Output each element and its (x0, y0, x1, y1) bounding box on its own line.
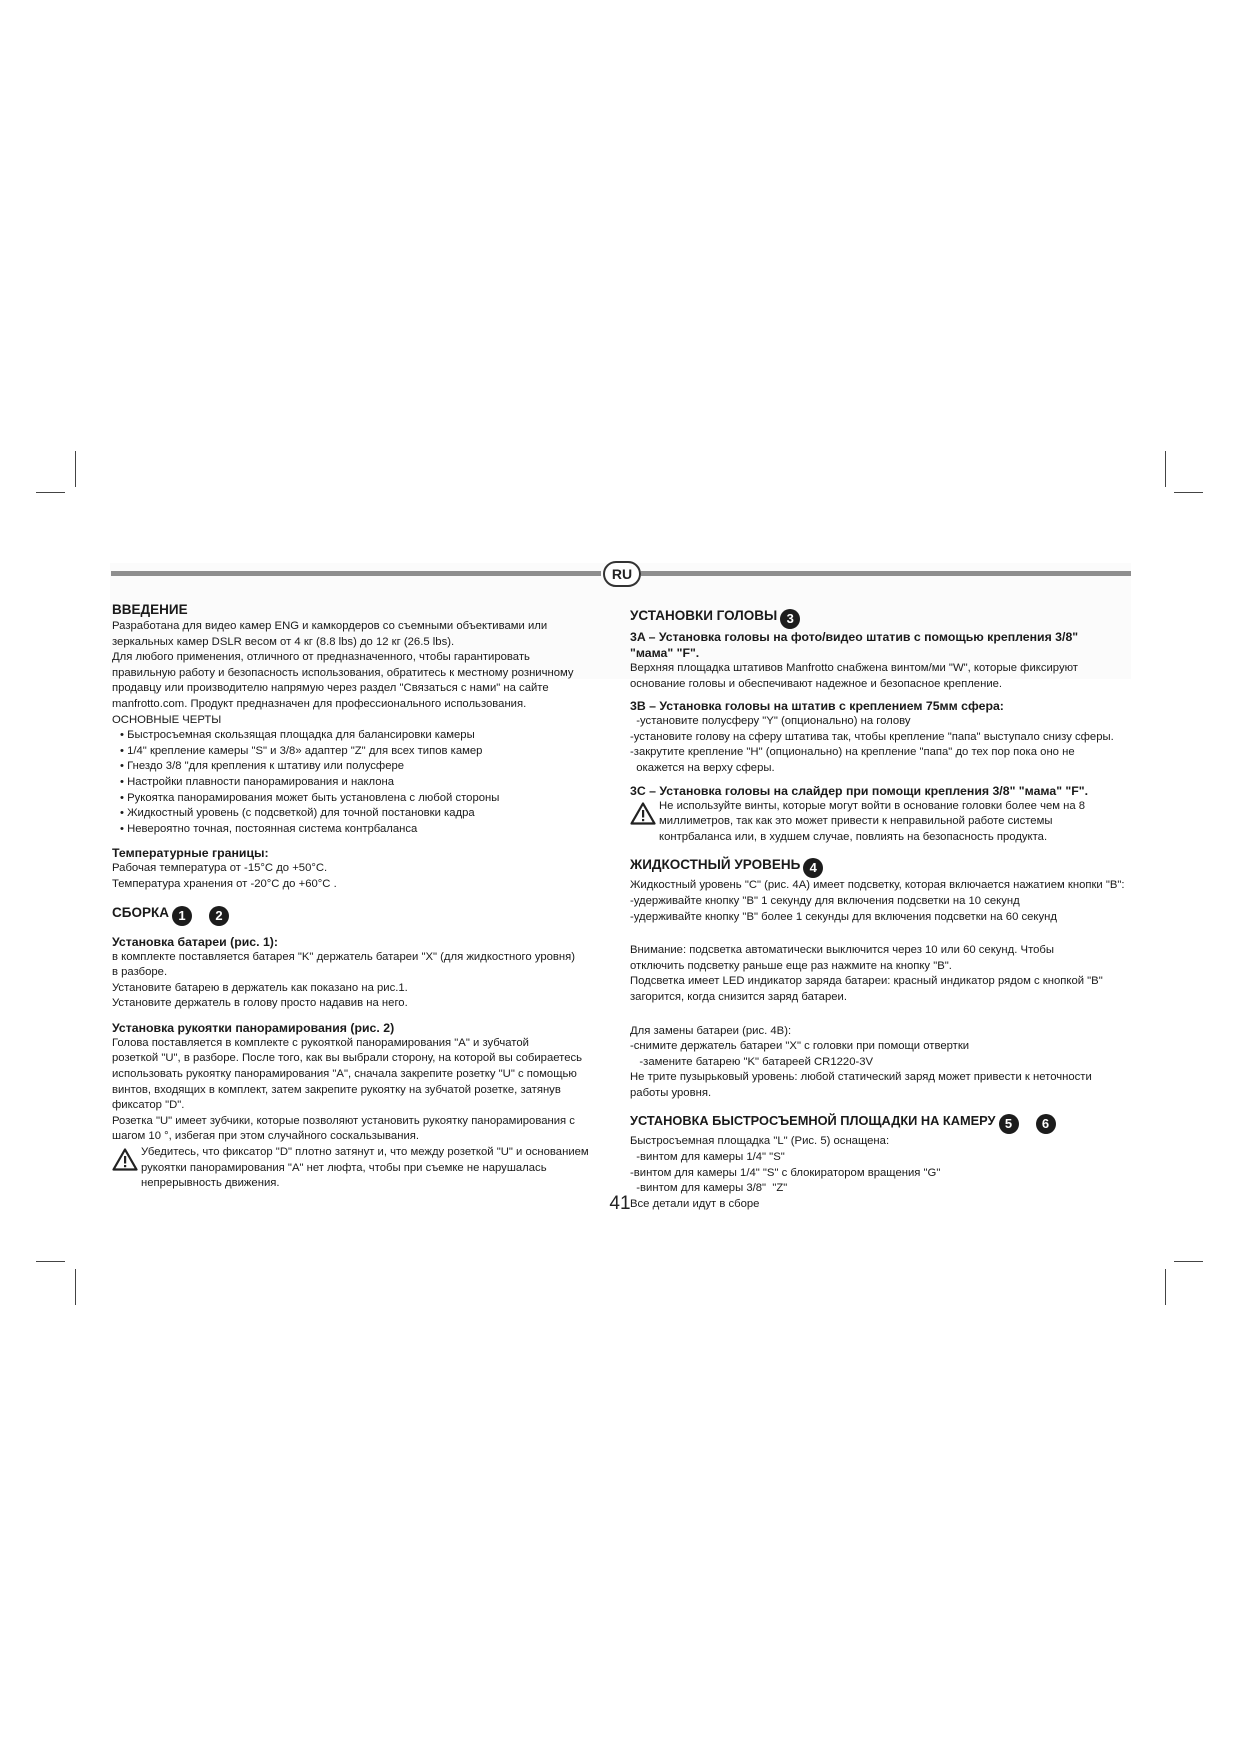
subsection-3b-line: окажется на верху сферы. (630, 761, 775, 774)
subsection-3a-line: основание головы и обеспечивают надежное и безопасное крепление. (630, 677, 1003, 690)
left-column (112, 600, 622, 1192)
pan-line: шагом 10 °, избегая при этом случайного соскальзывания. (112, 1130, 420, 1143)
subsection-3a-line: Верхняя площадка штативов Manfrotto снабжена винтом/ми "W", которые фиксируют (630, 662, 1078, 674)
level-line: -удерживайте кнопку "B" 1 секунду для включения подсветки на 10 секунд (630, 894, 1020, 907)
warning-line: Убедитесь, что фиксатор "D" плотно затянут и, что между розеткой "U" и основанием (141, 1146, 589, 1159)
subsection-3a-title: 3A – Установка головы на фото/видео штатив с помощью крепления 3/8" (630, 630, 1079, 644)
intro-title: ВВЕДЕНИЕ (112, 602, 188, 617)
level-note-line: Внимание: подсветка автоматически выключится через 10 или 60 секунд. Чтобы (630, 944, 1054, 957)
assembly-heading (112, 903, 622, 926)
level-note-line: загорится, когда снизится заряд батареи. (630, 990, 847, 1003)
battery-line: в комплекте поставляется батарея "K" держатель батареи "X" (для жидкостного уровня) (112, 950, 576, 963)
right-column (630, 606, 1130, 1212)
subsection-3c-title: 3C – Установка головы на слайдер при помощи крепления 3/8" "мама" "F". (630, 783, 1089, 798)
level-heading (630, 855, 1130, 878)
figure-badge-6: 6 (1036, 1114, 1056, 1134)
subsection-3a-title-cont: "мама" "F". (630, 646, 700, 660)
intro-line: Разработана для видео камер ENG и камкордеров со съемными объективами или (112, 620, 548, 632)
subsection-3b-title: 3B – Установка головы на штатив с креплением 75мм сфера: (630, 699, 1004, 714)
pan-warning (112, 1145, 622, 1192)
battery-line: Установите батарею в держатель как показано на рис.1. (112, 981, 408, 994)
slider-warning (630, 799, 1130, 846)
figure-badge-2: 2 (209, 906, 229, 926)
level-note-line: отключить подсветку раньше еще раз нажмите на кнопку "B". (630, 959, 952, 972)
pan-line: использовать рукоятку панорамирования "A", сначала закрепите розетку "U" с помощью (112, 1068, 577, 1081)
feature-item: • Настройки плавности панорамирования и наклона (120, 775, 395, 788)
figure-badge-1: 1 (172, 906, 192, 926)
feature-item: • Быстросъемная скользящая площадка для балансировки камеры (120, 729, 475, 742)
crop-mark-bottom-right-h (1174, 1261, 1203, 1262)
warning-icon (630, 802, 656, 825)
pan-line: фиксатор "D". (112, 1099, 185, 1112)
pan-line: розеткой "U", в разборе. После того, как вы выбрали сторону, на которой вы собираетесь (112, 1052, 583, 1065)
feature-item: • Рукоятка панорамирования может быть установлена с любой стороны (120, 791, 500, 804)
crop-mark-top-left-h (36, 492, 65, 493)
crop-mark-bottom-left-h (36, 1261, 65, 1262)
feature-item: • 1/4" крепление камеры "S" и 3/8» адаптер "Z" для всех типов камер (120, 744, 483, 757)
temp-title: Температурные границы: (112, 846, 269, 861)
subsection-3b-line: -установите голову на сферу штатива так, чтобы крепление "папа" выступало снизу сферы. (630, 730, 1114, 743)
figure-badge-5: 5 (999, 1114, 1019, 1134)
warning-line: миллиметров, так как это может привести к неправильной работе системы (659, 815, 1053, 828)
warning-line: рукоятки панорамирования "A" нет люфта, чтобы при съемке не нарушалась (141, 1161, 547, 1174)
temp-line: Температура хранения от -20°C до +60°C . (112, 877, 337, 890)
header-rule-right (641, 571, 1131, 576)
warning-line: контрбаланса или, в худшем случае, повлиять на безопасность продукта. (659, 830, 1048, 843)
warning-line: Не используйте винты, которые могут войти в основание головки более чем на 8 (659, 799, 1086, 812)
intro-line: Для любого применения, отличного от предназначенного, чтобы гарантировать (112, 651, 530, 664)
features-heading: ОСНОВНЫЕ ЧЕРТЫ (112, 713, 222, 726)
battery-line: Установите держатель в голову просто надавив на него. (112, 997, 408, 1010)
language-badge: RU (603, 561, 641, 587)
crop-mark-top-left-v (75, 451, 76, 487)
pan-line: Голова поставляется в комплекте с рукояткой панорамирования "A" и зубчатой (112, 1036, 529, 1049)
level-title: ЖИДКОСТНЫЙ УРОВЕНЬ (630, 857, 801, 873)
plate-line: Все детали идут в сборе (630, 1197, 760, 1210)
battery-replace-line: работы уровня. (630, 1086, 712, 1099)
intro-line: правильную работу и безопасность использования, обратитесь к местному розничному (112, 666, 574, 679)
pan-handle-title: Установка рукоятки панорамирования (рис. 2) (112, 1020, 395, 1035)
intro-line: продавцу или производителю напрямую через раздел "Связаться с нами" на сайте (112, 682, 549, 695)
level-note-line: Подсветка имеет LED индикатор заряда батареи: красный индикатор рядом с кнопкой "B" (630, 975, 1103, 988)
plate-line: -винтом для камеры 1/4" "S" с блокиратором вращения "G" (630, 1166, 941, 1179)
battery-replace-line: Не трите пузырьковый уровень: любой статический заряд может привести к неточности (630, 1071, 1092, 1084)
head-section-title: УСТАНОВКИ ГОЛОВЫ (630, 608, 778, 623)
battery-replace-line: Для замены батареи (рис. 4B): (630, 1024, 792, 1037)
feature-item: • Жидкостный уровень (с подсветкой) для точной постановки кадра (120, 807, 475, 820)
warning-line: непрерывность движения. (141, 1177, 280, 1190)
header-rule-left (111, 571, 601, 576)
battery-replace-line: -замените батарею "K" батареей CR1220-3V (630, 1055, 874, 1068)
crop-mark-bottom-left-v (75, 1269, 76, 1305)
battery-line: в разборе. (112, 966, 168, 979)
crop-mark-bottom-right-v (1165, 1269, 1166, 1305)
plate-title: УСТАНОВКА БЫСТРОСЪЕМНОЙ ПЛОЩАДКИ НА КАМЕРУ (630, 1113, 996, 1129)
temp-line: Рабочая температура от -15°C до +50°C. (112, 862, 328, 875)
level-line: -удерживайте кнопку "B" более 1 секунды для включения подсветки на 60 секунд (630, 910, 1057, 923)
pan-line: винтов, входящих в комплект, затем закрепите рукоятку на зубчатой розетке, затянув (112, 1083, 561, 1096)
level-line: Жидкостный уровень "C" (рис. 4A) имеет подсветку, которая включается нажатием кнопки "B": (630, 879, 1125, 892)
plate-line: Быстросъемная площадка "L" (Рис. 5) оснащена: (630, 1135, 890, 1148)
feature-item: • Невероятно точная, постоянная система контрбаланса (120, 822, 418, 835)
assembly-title: СБОРКА (112, 904, 169, 920)
intro-line: зеркальных камер DSLR весом от 4 кг (8.8 lbs) до 12 кг (26.5 lbs). (112, 635, 455, 648)
plate-line: -винтом для камеры 3/8" "Z" (630, 1182, 788, 1195)
intro-line: manfrotto.com. Продукт предназначен для профессионального использования. (112, 697, 527, 710)
plate-heading (630, 1111, 1130, 1134)
figure-badge-4: 4 (803, 858, 823, 878)
battery-replace-line: -снимите держатель батареи "X" с головки при помощи отвертки (630, 1040, 970, 1053)
feature-item: • Гнездо 3/8 "для крепления к штативу или полусфере (120, 760, 405, 773)
figure-badge-3: 3 (780, 609, 800, 629)
head-section-heading (630, 606, 1130, 629)
crop-mark-top-right-v (1165, 451, 1166, 487)
subsection-3b-line: -установите полусферу "Y" (опционально) на голову (630, 715, 911, 728)
page-number: 41 (609, 1193, 631, 1214)
plate-line: -винтом для камеры 1/4" "S" (630, 1151, 785, 1164)
warning-icon (112, 1148, 138, 1171)
subsection-3b-line: -закрутите крепление "H" (опционально) на крепление "папа" до тех пор пока оно не (630, 746, 1075, 759)
battery-title: Установка батареи (рис. 1): (112, 934, 278, 949)
crop-mark-top-right-h (1174, 492, 1203, 493)
pan-line: Розетка "U" имеет зубчики, которые позволяют установить рукоятку панорамирования с (112, 1114, 575, 1127)
